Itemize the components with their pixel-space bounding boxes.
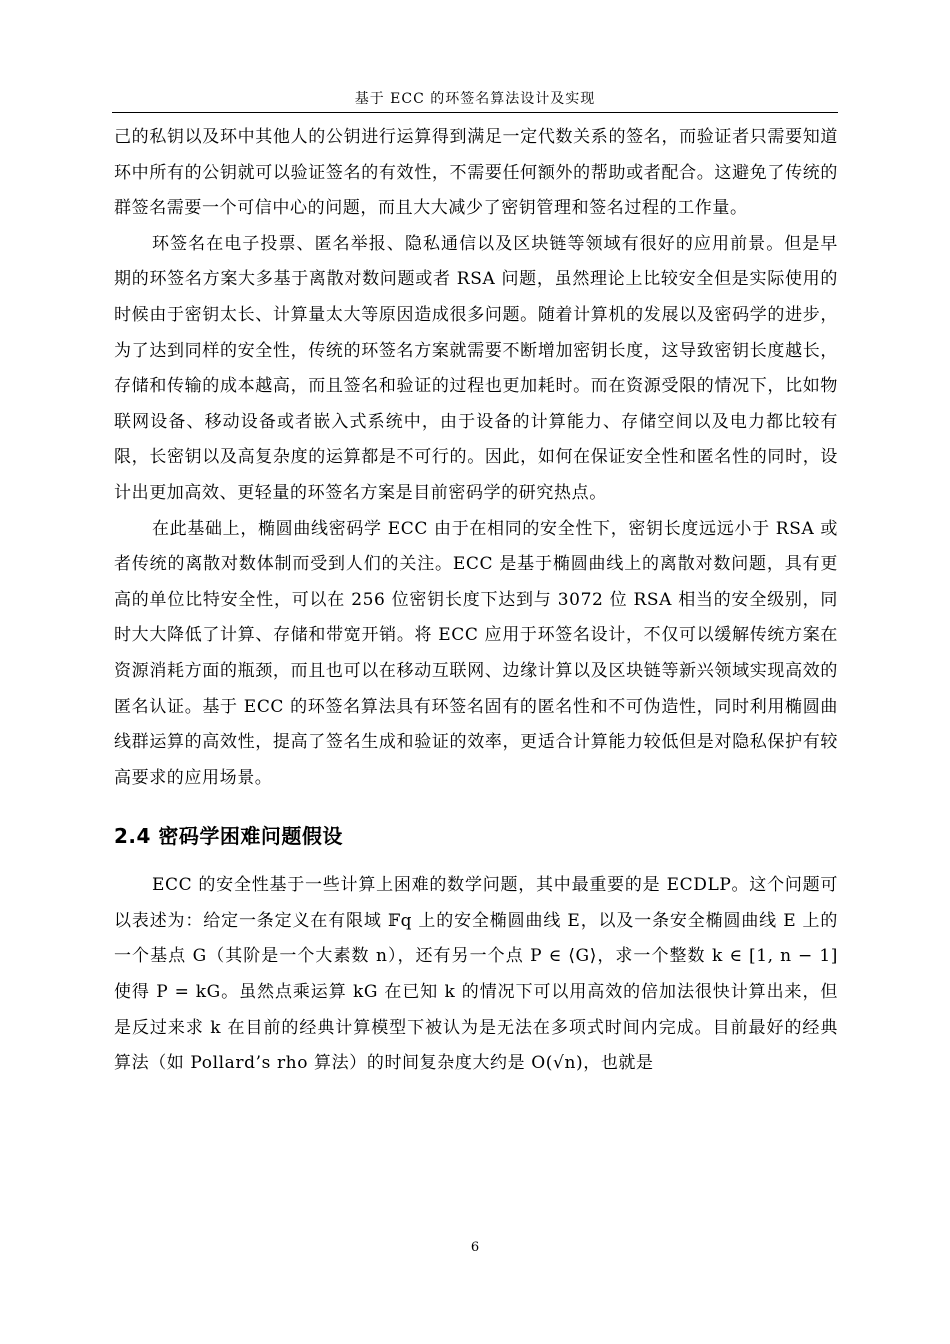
running-header: 基于 ECC 的环签名算法设计及实现 [354,91,596,107]
paragraph-applications: 环签名在电子投票、匿名举报、隐私通信以及区块链等领域有很好的应用前景。但是早期的环签名方案大多基于离散对数问题或者 RSA 问题，虽然理论上比较安全但是实际使用的时候由于密钥太长、计算量太大等原因造成很多问题。随着计算机的发展以及密码学的进步，为了达到同样的安全性，传统的环签名方案就需要不断增加密钥长度，这导致密钥长度越长，存储和传输的成本越高，而且签名和验证的过程也更加耗时。而在资源受限的情况下，比如物联网设备、移动设备或者嵌入式系统中，由于设备的计算能力、存储空间以及电力都比较有限，长密钥以及高复杂度的运算都是不可行的。因此，如何在保证安全性和匿名性的同时，设计出更加高效、更轻量的环签名方案是目前密码学的研究热点。 [114,233,838,503]
page-number: 6 [470,1240,480,1255]
paragraph-ecc-advantages: 在此基础上，椭圆曲线密码学 ECC 由于在相同的安全性下，密钥长度远远小于 RSA 或者传统的离散对数体制而受到人们的关注。ECC 是基于椭圆曲线上的离散对数问题，具有更高的单位比特安全性，可以在 256 位密钥长度下达到与 3072 位 RSA 相当的安全级别，同时大大降低了计算、存储和带宽开销。将 ECC 应用于环签名设计，不仅可以缓解传统方案在资源消耗方面的瓶颈，而且也可以在移动互联网、边缘计算以及区块链等新兴领域实现高效的匿名认证。基于 ECC 的环签名算法具有环签名固有的匿名性和不可伪造性，同时利用椭圆曲线群运算的高效性，提高了签名生成和验证的效率，更适合计算能力较低但是对隐私保护有较高要求的应用场景。 [114,518,838,788]
header-rule [112,112,838,113]
section-heading: 2.4 密码学困难问题假设 [114,824,343,849]
body-text [114,120,838,1082]
paragraph-continued: 己的私钥以及环中其他人的公钥进行运算得到满足一定代数关系的签名，而验证者只需要知道环中所有的公钥就可以验证签名的有效性，不需要任何额外的帮助或者配合。这避免了传统的群签名需要一个可信中心的问题，而且大大减少了密钥管理和签名过程的工作量。 [114,127,838,219]
paragraph-ecdlp: ECC 的安全性基于一些计算上困难的数学问题，其中最重要的是 ECDLP。这个问题可以表述为：给定一条定义在有限域 𝔽q 上的安全椭圆曲线 E，以及一条安全椭圆曲线 E 上的一个基点 G（其阶是一个大素数 n），还有另一个点 P ∈ ⟨G⟩，求一个整数 k ∈ [1, n − 1] 使得 P = kG。虽然点乘运算 kG 在已知 k 的情况下可以用高效的倍加法很快计算出来，但是反过来求 k 在目前的经典计算模型下被认为是无法在多项式时间内完成。目前最好的经典算法（如 Pollard’s rho 算法）的时间复杂度大约是 O(√n)，也就是 [114,875,838,1074]
